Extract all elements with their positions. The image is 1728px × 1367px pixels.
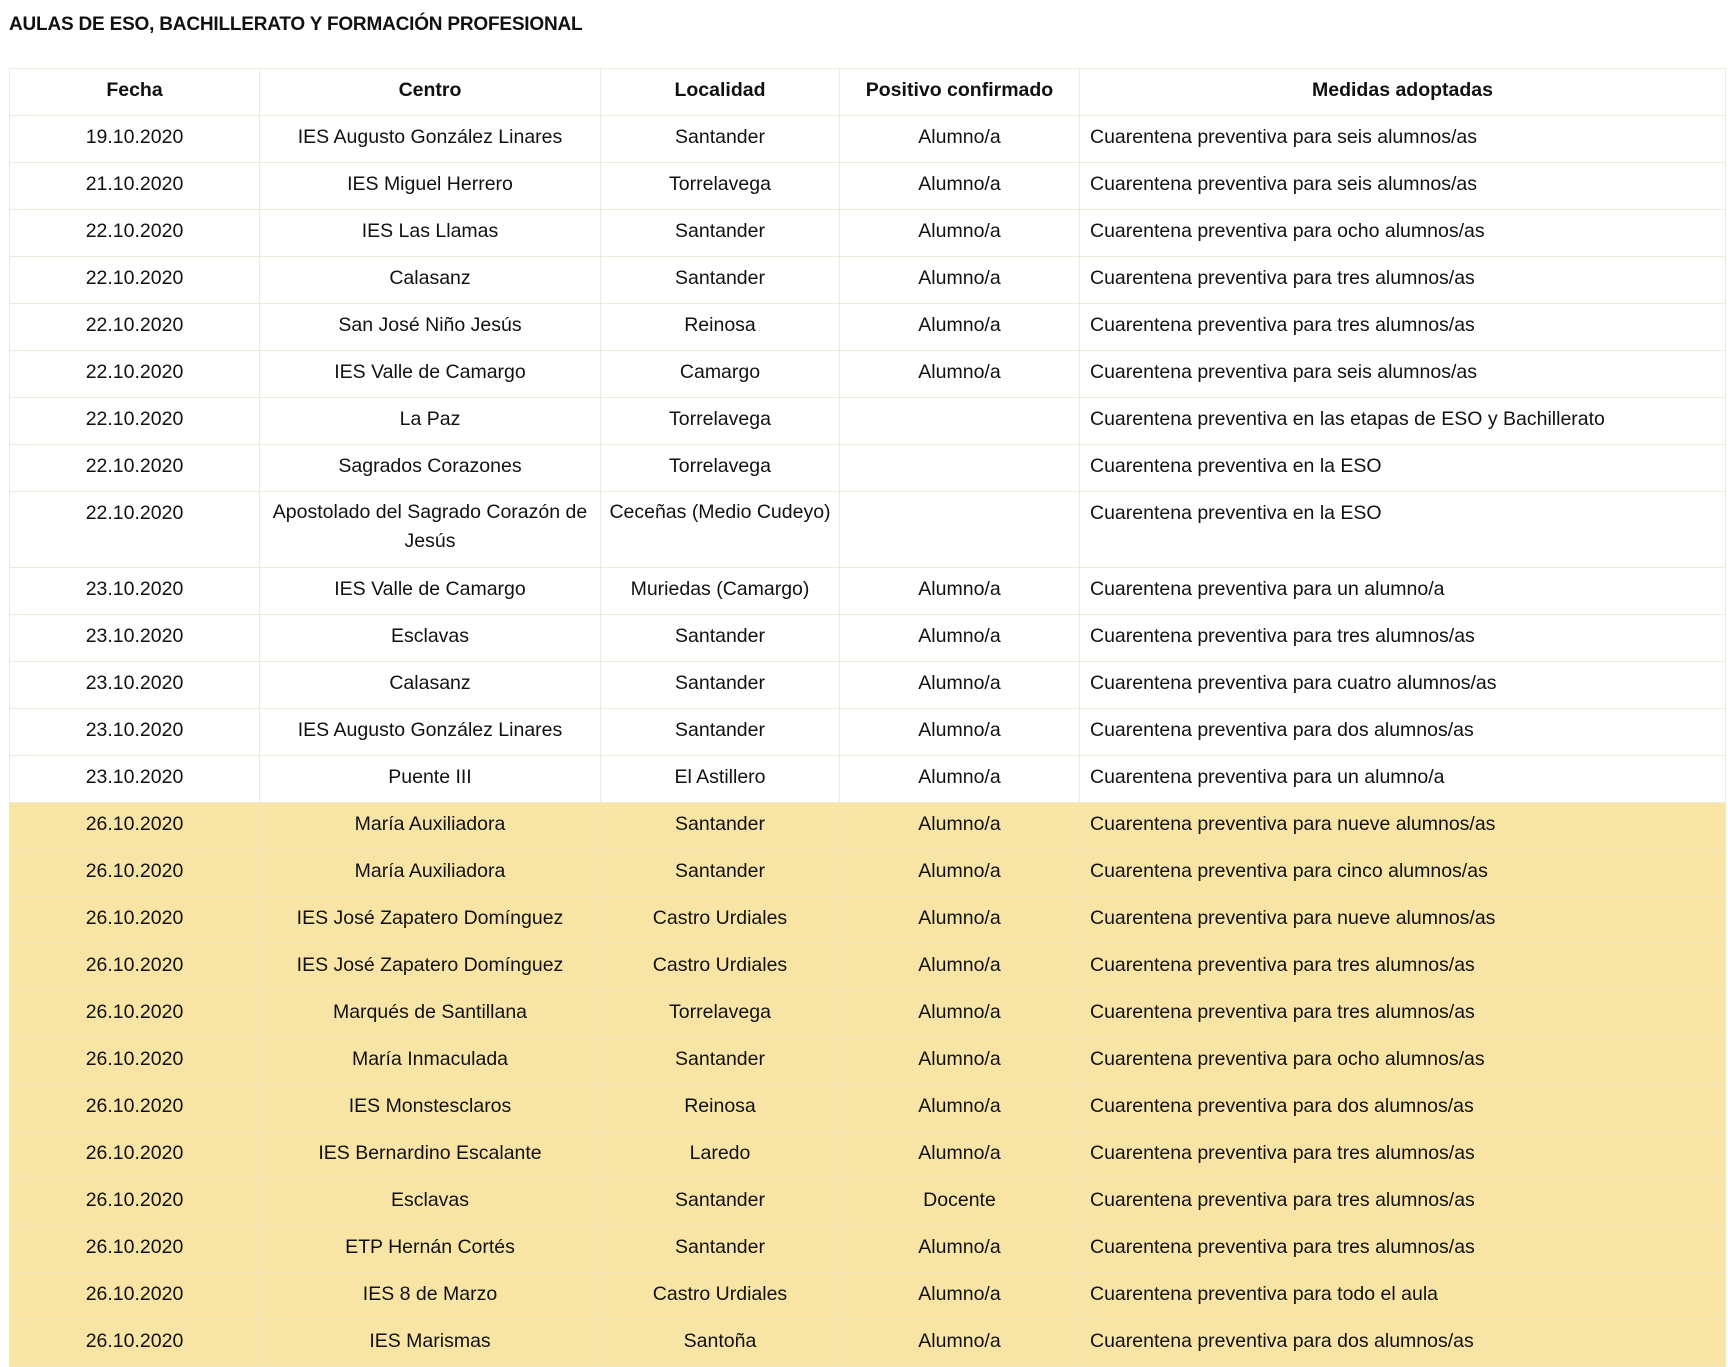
cell-fecha: 23.10.2020 xyxy=(10,615,260,662)
table-row xyxy=(10,944,1726,991)
cell-centro: La Paz xyxy=(260,398,601,445)
cell-centro: Puente III xyxy=(260,756,601,803)
cell-fecha: 19.10.2020 xyxy=(10,116,260,163)
cell-medidas: Cuarentena preventiva en la ESO xyxy=(1080,492,1726,568)
cell-centro: IES Monstesclaros xyxy=(260,1085,601,1132)
cell-fecha: 26.10.2020 xyxy=(10,944,260,991)
cell-localidad: Laredo xyxy=(601,1132,840,1179)
cell-fecha: 26.10.2020 xyxy=(10,1132,260,1179)
cell-localidad: Torrelavega xyxy=(601,398,840,445)
cell-fecha: 26.10.2020 xyxy=(10,1273,260,1320)
cell-positivo: Alumno/a xyxy=(840,850,1080,897)
cell-medidas: Cuarentena preventiva para tres alumnos/as xyxy=(1080,1132,1726,1179)
cell-localidad: Santander xyxy=(601,1179,840,1226)
cell-positivo: Alumno/a xyxy=(840,1226,1080,1273)
cell-medidas: Cuarentena preventiva para tres alumnos/as xyxy=(1080,944,1726,991)
cell-centro: IES Augusto González Linares xyxy=(260,116,601,163)
cell-centro: ETP Hernán Cortés xyxy=(260,1226,601,1273)
cell-localidad: Castro Urdiales xyxy=(601,944,840,991)
cell-centro: IES José Zapatero Domínguez xyxy=(260,944,601,991)
cell-localidad: Santander xyxy=(601,850,840,897)
cell-positivo xyxy=(840,492,1080,568)
cell-positivo: Alumno/a xyxy=(840,944,1080,991)
table-row xyxy=(10,492,1726,568)
header-medidas: Medidas adoptadas xyxy=(1080,69,1726,116)
table-row xyxy=(10,756,1726,803)
cell-positivo: Alumno/a xyxy=(840,756,1080,803)
cell-medidas: Cuarentena preventiva para cuatro alumnos/as xyxy=(1080,662,1726,709)
table-row xyxy=(10,803,1726,850)
cell-medidas: Cuarentena preventiva para dos alumnos/as xyxy=(1080,1320,1726,1367)
table-row xyxy=(10,1085,1726,1132)
cell-positivo: Alumno/a xyxy=(840,351,1080,398)
cell-fecha: 22.10.2020 xyxy=(10,492,260,568)
cell-positivo: Alumno/a xyxy=(840,1273,1080,1320)
cell-centro: Calasanz xyxy=(260,662,601,709)
cell-fecha: 26.10.2020 xyxy=(10,1320,260,1367)
cell-positivo xyxy=(840,398,1080,445)
cell-centro: Sagrados Corazones xyxy=(260,445,601,492)
cell-medidas: Cuarentena preventiva para tres alumnos/as xyxy=(1080,1179,1726,1226)
cell-localidad: Muriedas (Camargo) xyxy=(601,568,840,615)
cell-centro: Apostolado del Sagrado Corazón de Jesús xyxy=(260,492,601,568)
table-row xyxy=(10,1132,1726,1179)
table-row xyxy=(10,351,1726,398)
cell-fecha: 22.10.2020 xyxy=(10,257,260,304)
cell-fecha: 22.10.2020 xyxy=(10,304,260,351)
data-table xyxy=(9,68,1726,1367)
table-row xyxy=(10,445,1726,492)
cell-medidas: Cuarentena preventiva para un alumno/a xyxy=(1080,568,1726,615)
cell-positivo: Alumno/a xyxy=(840,304,1080,351)
cell-localidad: Castro Urdiales xyxy=(601,897,840,944)
cell-medidas: Cuarentena preventiva para un alumno/a xyxy=(1080,756,1726,803)
cell-positivo: Alumno/a xyxy=(840,116,1080,163)
cell-positivo: Alumno/a xyxy=(840,615,1080,662)
cell-medidas: Cuarentena preventiva para ocho alumnos/as xyxy=(1080,210,1726,257)
cell-localidad: Santander xyxy=(601,257,840,304)
table-row xyxy=(10,1320,1726,1367)
cell-localidad: Castro Urdiales xyxy=(601,1273,840,1320)
table-row xyxy=(10,163,1726,210)
cell-centro: San José Niño Jesús xyxy=(260,304,601,351)
cell-fecha: 26.10.2020 xyxy=(10,1038,260,1085)
cell-localidad: Torrelavega xyxy=(601,991,840,1038)
cell-centro: IES Valle de Camargo xyxy=(260,568,601,615)
table-row xyxy=(10,1038,1726,1085)
table-row xyxy=(10,1226,1726,1273)
cell-fecha: 22.10.2020 xyxy=(10,351,260,398)
cell-medidas: Cuarentena preventiva en la ESO xyxy=(1080,445,1726,492)
table-row xyxy=(10,398,1726,445)
cell-medidas: Cuarentena preventiva para dos alumnos/as xyxy=(1080,709,1726,756)
cell-positivo xyxy=(840,445,1080,492)
cell-positivo: Docente xyxy=(840,1179,1080,1226)
cell-medidas: Cuarentena preventiva para seis alumnos/as xyxy=(1080,351,1726,398)
cell-localidad: Reinosa xyxy=(601,1085,840,1132)
cell-centro: IES Valle de Camargo xyxy=(260,351,601,398)
cell-fecha: 23.10.2020 xyxy=(10,756,260,803)
cell-fecha: 23.10.2020 xyxy=(10,662,260,709)
header-centro: Centro xyxy=(260,69,601,116)
cell-centro: Marqués de Santillana xyxy=(260,991,601,1038)
cell-localidad: Reinosa xyxy=(601,304,840,351)
cell-positivo: Alumno/a xyxy=(840,1132,1080,1179)
cell-medidas: Cuarentena preventiva para nueve alumnos/as xyxy=(1080,803,1726,850)
table-row xyxy=(10,615,1726,662)
table-row xyxy=(10,850,1726,897)
cell-localidad: Torrelavega xyxy=(601,163,840,210)
cell-fecha: 26.10.2020 xyxy=(10,850,260,897)
table-row xyxy=(10,1179,1726,1226)
cell-centro: Calasanz xyxy=(260,257,601,304)
cell-positivo: Alumno/a xyxy=(840,210,1080,257)
header-positivo: Positivo confirmado xyxy=(840,69,1080,116)
cell-positivo: Alumno/a xyxy=(840,1320,1080,1367)
cell-centro: IES 8 de Marzo xyxy=(260,1273,601,1320)
cell-localidad: Santoña xyxy=(601,1320,840,1367)
table-header-row xyxy=(10,69,1726,116)
cell-fecha: 22.10.2020 xyxy=(10,210,260,257)
cell-localidad: Santander xyxy=(601,615,840,662)
cell-positivo: Alumno/a xyxy=(840,709,1080,756)
cell-positivo: Alumno/a xyxy=(840,257,1080,304)
cell-centro: María Auxiliadora xyxy=(260,803,601,850)
cell-localidad: Santander xyxy=(601,662,840,709)
cell-centro: IES Augusto González Linares xyxy=(260,709,601,756)
cell-medidas: Cuarentena preventiva para tres alumnos/as xyxy=(1080,1226,1726,1273)
cell-localidad: Santander xyxy=(601,1226,840,1273)
table-row xyxy=(10,257,1726,304)
cell-positivo: Alumno/a xyxy=(840,897,1080,944)
cell-positivo: Alumno/a xyxy=(840,163,1080,210)
cell-medidas: Cuarentena preventiva para tres alumnos/as xyxy=(1080,304,1726,351)
table-row xyxy=(10,991,1726,1038)
cell-positivo: Alumno/a xyxy=(840,803,1080,850)
cell-centro: Esclavas xyxy=(260,615,601,662)
cell-localidad: Santander xyxy=(601,803,840,850)
cell-medidas: Cuarentena preventiva para cinco alumnos/as xyxy=(1080,850,1726,897)
cell-centro: IES José Zapatero Domínguez xyxy=(260,897,601,944)
page-title: AULAS DE ESO, BACHILLERATO Y FORMACIÓN PROFESIONAL xyxy=(9,14,583,35)
cell-fecha: 26.10.2020 xyxy=(10,1226,260,1273)
cell-medidas: Cuarentena preventiva para dos alumnos/as xyxy=(1080,1085,1726,1132)
cell-centro: María Inmaculada xyxy=(260,1038,601,1085)
table-row xyxy=(10,897,1726,944)
cell-centro: IES Marismas xyxy=(260,1320,601,1367)
table-row xyxy=(10,1273,1726,1320)
cell-positivo: Alumno/a xyxy=(840,1085,1080,1132)
cell-fecha: 23.10.2020 xyxy=(10,709,260,756)
cell-medidas: Cuarentena preventiva para tres alumnos/as xyxy=(1080,257,1726,304)
cell-positivo: Alumno/a xyxy=(840,1038,1080,1085)
table-row xyxy=(10,568,1726,615)
cell-centro: María Auxiliadora xyxy=(260,850,601,897)
cell-medidas: Cuarentena preventiva para tres alumnos/as xyxy=(1080,991,1726,1038)
cell-positivo: Alumno/a xyxy=(840,568,1080,615)
cell-fecha: 23.10.2020 xyxy=(10,568,260,615)
table-row xyxy=(10,116,1726,163)
table-row xyxy=(10,210,1726,257)
table-row xyxy=(10,709,1726,756)
table-row xyxy=(10,662,1726,709)
cell-fecha: 21.10.2020 xyxy=(10,163,260,210)
cell-medidas: Cuarentena preventiva para nueve alumnos/as xyxy=(1080,897,1726,944)
cell-localidad: Camargo xyxy=(601,351,840,398)
cell-localidad: Santander xyxy=(601,1038,840,1085)
cell-positivo: Alumno/a xyxy=(840,991,1080,1038)
cell-localidad: Santander xyxy=(601,116,840,163)
cell-medidas: Cuarentena preventiva para tres alumnos/as xyxy=(1080,615,1726,662)
table-row xyxy=(10,304,1726,351)
cell-positivo: Alumno/a xyxy=(840,662,1080,709)
cell-medidas: Cuarentena preventiva para ocho alumnos/as xyxy=(1080,1038,1726,1085)
cell-medidas: Cuarentena preventiva para todo el aula xyxy=(1080,1273,1726,1320)
cell-medidas: Cuarentena preventiva para seis alumnos/as xyxy=(1080,163,1726,210)
cell-medidas: Cuarentena preventiva para seis alumnos/as xyxy=(1080,116,1726,163)
cell-centro: IES Miguel Herrero xyxy=(260,163,601,210)
cell-localidad: El Astillero xyxy=(601,756,840,803)
cell-fecha: 26.10.2020 xyxy=(10,1085,260,1132)
cell-localidad: Santander xyxy=(601,709,840,756)
header-localidad: Localidad xyxy=(601,69,840,116)
cell-fecha: 26.10.2020 xyxy=(10,991,260,1038)
cell-medidas: Cuarentena preventiva en las etapas de ESO y Bachillerato xyxy=(1080,398,1726,445)
cell-centro: IES Las Llamas xyxy=(260,210,601,257)
cell-fecha: 22.10.2020 xyxy=(10,445,260,492)
cell-fecha: 26.10.2020 xyxy=(10,1179,260,1226)
header-fecha: Fecha xyxy=(10,69,260,116)
cell-centro: IES Bernardino Escalante xyxy=(260,1132,601,1179)
cell-fecha: 22.10.2020 xyxy=(10,398,260,445)
cell-localidad: Torrelavega xyxy=(601,445,840,492)
cell-fecha: 26.10.2020 xyxy=(10,897,260,944)
cell-localidad: Ceceñas (Medio Cudeyo) xyxy=(601,492,840,568)
cell-centro: Esclavas xyxy=(260,1179,601,1226)
cell-fecha: 26.10.2020 xyxy=(10,803,260,850)
cell-localidad: Santander xyxy=(601,210,840,257)
table-body xyxy=(10,116,1726,1367)
